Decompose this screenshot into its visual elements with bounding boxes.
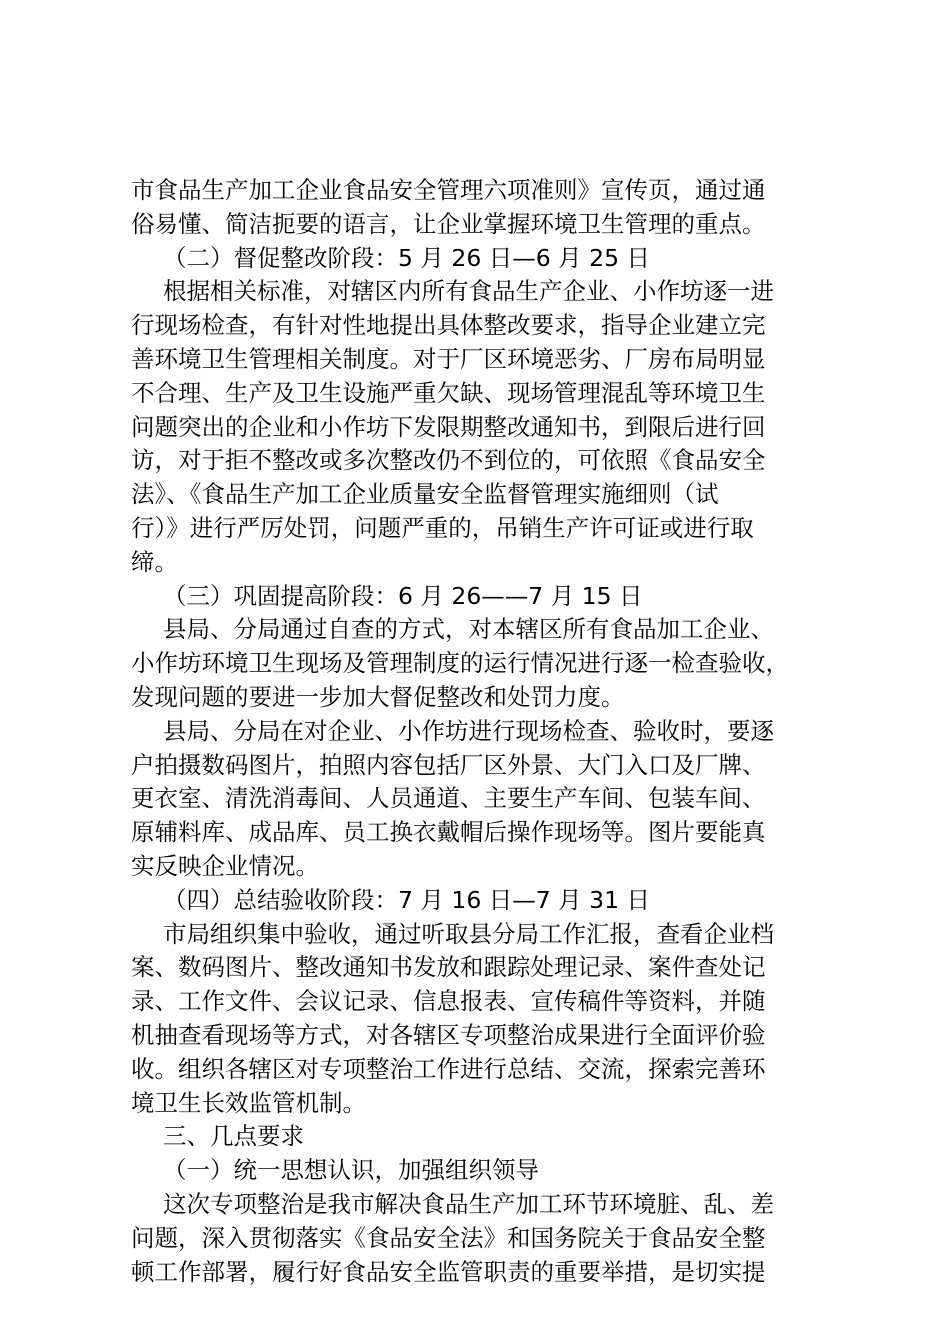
- text-line: 这次专项整治是我市解决食品生产加工环节环境脏、乱、差: [163, 1189, 774, 1218]
- text-line: 法》、《食品生产加工企业质量安全监督管理实施细则（试: [131, 480, 719, 509]
- text-line: 三、几点要求: [163, 1122, 304, 1151]
- text-line: 顿工作部署，履行好食品安全监管职责的重要举措，是切实提: [131, 1257, 766, 1286]
- text-line: 行）》进行严厉处罚，问题严重的，吊销生产许可证或进行取: [131, 513, 754, 542]
- document-body-text: [131, 174, 831, 1289]
- text-line: 实反映企业情况。: [131, 851, 319, 880]
- text-line: （四）总结验收阶段：7 月 16 日—7 月 31 日: [163, 885, 651, 914]
- text-line: 原辅料库、成品库、员工换衣戴帽后操作现场等。图片要能真: [131, 818, 766, 847]
- text-line: （一）统一思想认识，加强组织领导: [163, 1156, 539, 1185]
- text-line: 小作坊环境卫生现场及管理制度的运行情况进行逐一检查验收，: [131, 649, 789, 678]
- text-line: 案、数码图片、整改通知书发放和跟踪处理记录、案件查处记: [131, 953, 766, 982]
- text-line: 行现场检查，有针对性地提出具体整改要求，指导企业建立完: [131, 311, 766, 340]
- text-line: 户拍摄数码图片，拍照内容包括厂区外景、大门入口及厂牌、: [131, 750, 766, 779]
- text-line: 俗易懂、简洁扼要的语言，让企业掌握环境卫生管理的重点。: [131, 209, 766, 238]
- text-line: 访，对于拒不整改或多次整改仍不到位的，可依照《食品安全: [131, 446, 766, 475]
- text-line: 不合理、生产及卫生设施严重欠缺、现场管理混乱等环境卫生: [131, 378, 766, 407]
- text-line: 收。组织各辖区对专项整治工作进行总结、交流，探索完善环: [131, 1054, 766, 1083]
- text-line: 缔。: [131, 547, 178, 576]
- text-line: 录、工作文件、会议记录、信息报表、宣传稿件等资料，并随: [131, 987, 766, 1016]
- text-line: 根据相关标准，对辖区内所有食品生产企业、小作坊逐一进: [163, 277, 774, 306]
- text-line: 问题，深入贯彻落实《食品安全法》和国务院关于食品安全整: [131, 1223, 766, 1252]
- text-line: 市食品生产加工企业食品安全管理六项准则》宣传页，通过通: [131, 176, 766, 204]
- text-line: 县局、分局通过自查的方式，对本辖区所有食品加工企业、: [163, 615, 774, 644]
- text-line: 问题突出的企业和小作坊下发限期整改通知书，到限后进行回: [131, 412, 766, 441]
- text-line: （三）巩固提高阶段：6 月 26——7 月 15 日: [163, 581, 643, 610]
- text-line: 境卫生长效监管机制。: [131, 1088, 366, 1117]
- text-line: （二）督促整改阶段：5 月 26 日—6 月 25 日: [163, 243, 651, 272]
- text-line: 机抽查看现场等方式，对各辖区专项整治成果进行全面评价验: [131, 1020, 766, 1049]
- text-line: 发现问题的要进一步加大督促整改和处罚力度。: [131, 682, 625, 711]
- text-line: 善环境卫生管理相关制度。对于厂区环境恶劣、厂房布局明显: [131, 344, 766, 373]
- text-line: 更衣室、清洗消毒间、人员通道、主要生产车间、包装车间、: [131, 784, 766, 813]
- text-line: 市局组织集中验收，通过听取县分局工作汇报，查看企业档: [163, 919, 774, 948]
- text-line: 县局、分局在对企业、小作坊进行现场检查、验收时，要逐: [163, 716, 774, 745]
